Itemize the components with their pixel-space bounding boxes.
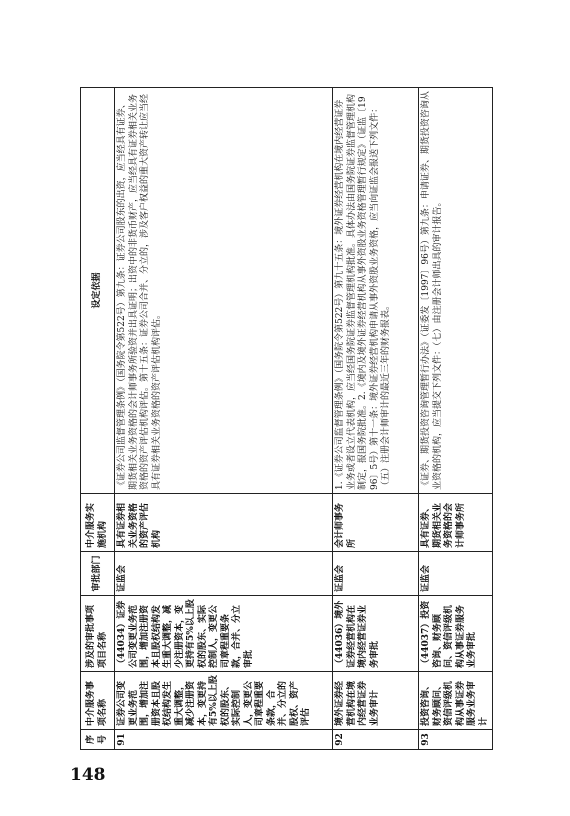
rotated-table-area <box>80 88 489 750</box>
row-intermediary: 证券公司变更业务范围，增加注册资本且股权结构发生重大调整，减少注册资本，变更持有5%以上股权的股东、实际控制人，变更公司章程重要条款，合并、分立的股权、资产评估 <box>115 672 333 730</box>
row-basis: 《证券、期货投资咨询管理暂行办法》（证委发〔1997〕96号）第九条：申请证券、期货投资咨询从业资格的机构，应当提交下列文件：（七）由注册会计师出具的审计报告。 <box>419 88 493 494</box>
row-index: 92 <box>333 730 419 750</box>
row-dept: 证监会 <box>333 552 419 596</box>
row-approval: （44034）证券公司变更业务范围，增加注册资本且股权结构发生重大调整，减少注册资本，变更持有5%以上股权的股东、实际控制人，变更公司章程重要条款，合并、分立审批 <box>115 596 333 672</box>
header-dept: 审批部门 <box>81 552 115 596</box>
header-basis: 设定依据 <box>81 88 115 494</box>
row-approval: （44037）投资咨询、财务顾问、资信评级机构从事证券服务业务审批 <box>419 596 493 672</box>
row-agency: 会计师事务所 <box>333 494 419 552</box>
table-wrap <box>80 88 489 750</box>
row-dept: 证监会 <box>115 552 333 596</box>
header-intermediary: 中介服务事项名称 <box>81 672 115 730</box>
row-intermediary: 境外证券经营机构在境内经营证券业务审计 <box>333 672 419 730</box>
row-intermediary: 投资咨询、财务顾问、资信评级机构从事证券服务业务审计 <box>419 672 493 730</box>
row-agency: 具有证券相关业务资格的资产评估机构 <box>115 494 333 552</box>
header-approval: 涉及的审批事项项目名称 <box>81 596 115 672</box>
header-agency: 中介服务实施机构 <box>81 494 115 552</box>
row-basis: 1.《证券公司监督管理条例》（国务院令第522号）第九十五条：境外证券经营机构在境内经营证券业务或者设立代表机构，应当经国务院证券监督管理机构批准。具体办法由国务院证券监督管理机构制定，报国务院批准。2.《境内及境外证券经营机构从事外资股业务资格管理暂行规定》（证监〔1996〕5号）第十一条：境外证券经营机构申请从事外资股业务资格，应当向证监会报送下列文件：（五）注册会计师审计的最近三年的财务报表。 <box>333 88 419 494</box>
row-agency: 具有证券、期货相关业务资格的会计师事务所 <box>419 494 493 552</box>
row-index: 93 <box>419 730 493 750</box>
row-basis: 《证券公司监督管理条例》（国务院令第522号）第九条：证券公司股东的出资，应当经具有证券、期货相关业务资格的会计师事务所验资并出具证明；出资中的非货币财产，应当经具有证券相关业务资格的资产评估机构评估。第十五条：证券公司合并、分立的，涉及客户权益的重大资产转让应当经具有证券相关业务资格的资产评估机构评估。 <box>115 88 333 494</box>
row-index: 91 <box>115 730 333 750</box>
table-header-row <box>81 88 115 750</box>
page-number: 148 <box>70 765 106 785</box>
header-index: 序号 <box>81 730 115 750</box>
table-row <box>419 88 493 750</box>
table-row <box>115 88 333 750</box>
row-approval: （44036）境外证券经营机构在境内经营证券业务审批 <box>333 596 419 672</box>
approval-table <box>80 87 493 750</box>
row-dept: 证监会 <box>419 552 493 596</box>
table-row <box>333 88 419 750</box>
